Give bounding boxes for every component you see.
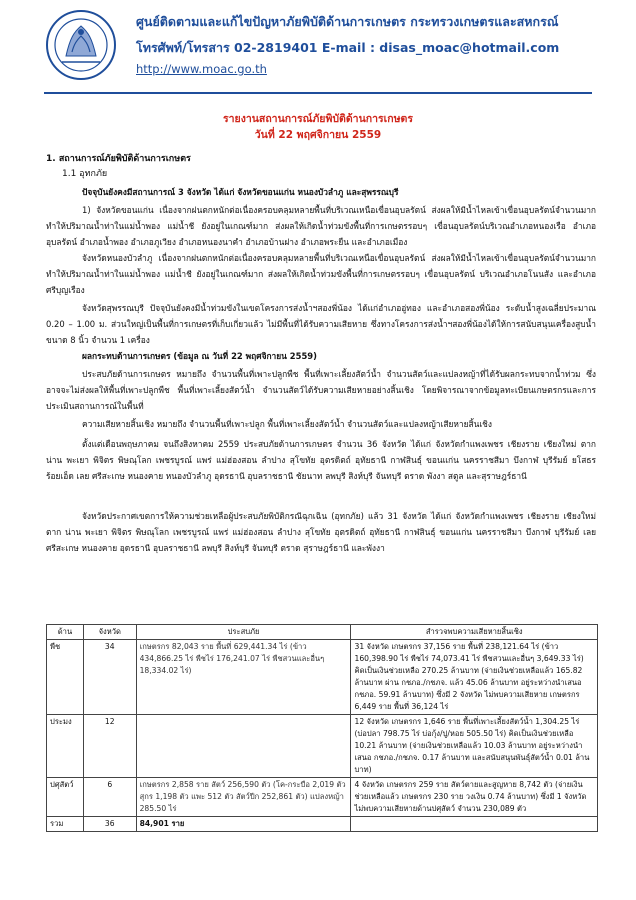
- cell-side: ประมง: [47, 715, 84, 778]
- cell-loss: 12 จังหวัด เกษตรกร 1,646 ราย พื้นที่เพาะเลี้ยงสัตว์น้ำ 1,304.25 ไร่ (บ่อปลา 798.75 ไร่ บ่อกุ้ง/ปู/หอย 505.50 ไร่) คิดเป็นเงินช่วยเหลือ 10.21 ล้านบาท (จ่ายเงินช่วยเหลือแล้ว 10.03 ล้านบาท อยู่ระหว่างนำเสนอ กชภอ./กชภจ. 0.17 ล้านบาท และสนับสนุนพันธุ์สัตว์น้ำ 0.01 ล้านบาท): [351, 715, 598, 778]
- suphanburi-paragraph: จังหวัดสุพรรณบุรี ปัจจุบันยังคงมีน้ำท่วมขังในเขตโครงการส่งน้ำฯสองพี่น้อง ได้แก่อำเภออู่ทอง และอำเภอสองพี่น้อง ระดับน้ำสูงเฉลี่ยประมาณ 0.20 – 1.00 ม. ส่วนใหญ่เป็นพื้นที่การเกษตรที่เก็บเกี่ยวแล้ว ไม่มีพื้นที่ได้รับความเสียหาย ซึ่งทางโครงการส่งน้ำฯสองพี่น้องได้ให้การสนับสนุนเครื่องสูบน้ำขนาด 8 นิ้ว จำนวน 1 เครื่อง: [46, 303, 596, 345]
- report-date: วันที่ 22 พฤศจิกายน 2559: [254, 129, 382, 141]
- contact-line: โทรศัพท์/โทรสาร 02-2819401 E-mail : disas_moac@hotmail.com: [136, 40, 560, 55]
- cell-provinces: 34: [83, 640, 136, 715]
- affected-definition: ประสบภัยด้านการเกษตร หมายถึง จำนวนพื้นที่เพาะปลูกพืช พื้นที่เพาะเลี้ยงสัตว์น้ำ จำนวนสัตว์และแปลงหญ้าที่ได้รับผลกระทบจากน้ำท่วม ซึ่งอาจจะไม่ส่งผลให้พื้นที่เพาะปลูกพืช พื้นที่เพาะเลี้ยงสัตว์น้ำ จำนวนสัตว์ได้รับความเสียหายอย่างสิ้นเชิง โดยพิจารณาจากข้อมูลทะเบียนเกษตรกรและการประเมินสถานการณ์ในพื้นที่: [46, 369, 596, 411]
- org-name: ศูนย์ติดตามและแก้ไขปัญหาภัยพิบัติด้านการเกษตร กระทรวงเกษตรและสหกรณ์: [136, 14, 559, 29]
- cell-provinces: 6: [83, 778, 136, 817]
- table-row: [47, 715, 598, 778]
- col-header-affected: ประสบภัย: [136, 625, 351, 640]
- col-header-side: ด้าน: [47, 625, 84, 640]
- nongbualamphu-paragraph: จังหวัดหนองบัวลำภู เนื่องจากฝนตกหนักต่อเนื่องครอบคลุมหลายพื้นที่บริเวณเหนือเขื่อนอุบลรัตน์ ส่งผลให้มีน้ำไหลเข้าเขื่อนอุบลรัตน์จำนวนมาก ทำให้ปริมาณน้ำท่าในแม่น้ำพอง แม่น้ำชี ยังอยู่ในเกณฑ์มาก ส่งผลให้เกิดน้ำท่วมขังพื้นที่การเกษตรรอบๆ เขื่อนอุบลรัตน์ บริเวณอำเภอโนนสัง และอำเภอศรีบุญเรือง: [46, 253, 596, 295]
- affected-provinces-paragraph: ตั้งแต่เดือนพฤษภาคม จนถึงสิงหาคม 2559 ประสบภัยด้านการเกษตร จำนวน 36 จังหวัด ได้แก่ จังหวัดกำแพงเพชร เชียงราย เชียงใหม่ ตาก น่าน พะเยา พิจิตร พิษณุโลก เพชรบูรณ์ แพร่ แม่ฮ่องสอน ลำปาง สุโขทัย อุตรดิตถ์ อุทัยธานี กาฬสินธุ์ ขอนแก่น นครราชสีมา บึงกาฬ บุรีรัมย์ ยโสธร ร้อยเอ็ด เลย ศรีสะเกษ หนองคาย หนองบัวลำภู อุดรธานี อุบลราชธานี ชัยนาท ลพบุรี สิงห์บุรี จันทบุรี ตราด พังงา สตูล และสุราษฎร์ธานี: [46, 439, 596, 481]
- current-status-paragraph: ปัจจุบันยังคงมีสถานการณ์ 3 จังหวัด ได้แก่ จังหวัดขอนแก่น หนองบัวลำภู และสุพรรณบุรี: [82, 187, 399, 197]
- cell-side: พืช: [47, 640, 84, 715]
- loss-definition: ความเสียหายสิ้นเชิง หมายถึง จำนวนพื้นที่เพาะปลูก พื้นที่เพาะเลี้ยงสัตว์น้ำ จำนวนสัตว์และแปลงหญ้าเสียหายสิ้นเชิง: [82, 419, 492, 429]
- table-header-row: [47, 625, 598, 640]
- cell-affected: [136, 715, 351, 778]
- cell-affected: เกษตรกร 82,043 ราย พื้นที่ 629,441.34 ไร่ (ข้าว 434,866.25 ไร่ พืชไร่ 176,241.07 ไร่ พืชสวนและอื่นๆ 18,334.02 ไร่): [136, 640, 351, 715]
- cell-affected: เกษตรกร 2,858 ราย สัตว์ 256,590 ตัว (โค-กระบือ 2,019 ตัว สุกร 1,198 ตัว แพะ 512 ตัว สัตว์ปีก 252,861 ตัว) แปลงหญ้า 285.50 ไร่: [136, 778, 351, 817]
- section-heading-1-1: 1.1 อุทกภัย: [62, 169, 108, 179]
- letterhead: [44, 8, 624, 98]
- cell-provinces: 12: [83, 715, 136, 778]
- cell-loss: [351, 817, 598, 832]
- table-row: [47, 778, 598, 817]
- cell-loss: 4 จังหวัด เกษตรกร 259 ราย สัตว์ตายและสูญหาย 8,742 ตัว (จ่ายเงินช่วยเหลือแล้ว เกษตรกร 230 ราย วงเงิน 0.74 ล้านบาท) ซึ่งมี 1 จังหวัด ไม่พบความเสียหายด้านปศุสัตว์ จำนวน 230,089 ตัว: [351, 778, 598, 817]
- section-heading-1: 1. สถานการณ์ภัยพิบัติด้านการเกษตร: [46, 154, 191, 164]
- header-divider: [44, 92, 592, 94]
- col-header-loss: สำรวจพบความเสียหายสิ้นเชิง: [351, 625, 598, 640]
- table-total-row: [47, 817, 598, 832]
- cell-loss: 31 จังหวัด เกษตรกร 37,156 ราย พื้นที่ 238,121.64 ไร่ (ข้าว 160,398.90 ไร่ พืชไร่ 74,073.41 ไร่ พืชสวนและอื่นๆ 3,649.33 ไร่) คิดเป็นเงินช่วยเหลือ 270.25 ล้านบาท (จ่ายเงินช่วยเหลือแล้ว 165.82 ล้านบาท ผ่าน กชภอ./กชภจ. แล้ว 45.06 ล้านบาท อยู่ระหว่างนำเสนอ กชภอ. 59.91 ล้านบาท) ซึ่งมี 2 จังหวัด ไม่พบความเสียหาย เกษตรกร 6,449 ราย พื้นที่ 36,124 ไร่: [351, 640, 598, 715]
- website-link[interactable]: http://www.moac.go.th: [136, 62, 267, 76]
- impact-table: [46, 624, 598, 832]
- cell-provinces: 36: [83, 817, 136, 832]
- impact-heading: ผลกระทบด้านการเกษตร (ข้อมูล ณ วันที่ 22 พฤศจิกายน 2559): [82, 351, 317, 361]
- cell-side: ปศุสัตว์: [47, 778, 84, 817]
- table-row: [47, 640, 598, 715]
- declared-provinces-paragraph: จังหวัดประกาศเขตการให้ความช่วยเหลือผู้ประสบภัยพิบัติกรณีฉุกเฉิน (อุทกภัย) แล้ว 31 จังหวัด ได้แก่ จังหวัดกำแพงเพชร เชียงราย เชียงใหม่ ตาก น่าน พะเยา พิจิตร พิษณุโลก เพชรบูรณ์ แพร่ แม่ฮ่องสอน ลำปาง สุโขทัย อุตรดิตถ์ อุทัยธานี กาฬสินธุ์ ขอนแก่น นครราชสีมา บึงกาฬ บุรีรัมย์ เลย ศรีสะเกษ หนองคาย อุดรธานี อุบลราชธานี ลพบุรี สิงห์บุรี จันทบุรี ตราด สุราษฎร์ธานี และพังงา: [46, 511, 596, 553]
- cell-side: รวม: [47, 817, 84, 832]
- ministry-seal-logo: [44, 8, 118, 82]
- cell-affected: 84,901 ราย: [136, 817, 351, 832]
- col-header-provinces: จังหวัด: [83, 625, 136, 640]
- report-title: รายงานสถานการณ์ภัยพิบัติด้านการเกษตร: [223, 113, 413, 125]
- khonkaen-paragraph: 1) จังหวัดขอนแก่น เนื่องจากฝนตกหนักต่อเนื่องครอบคลุมหลายพื้นที่บริเวณเหนือเขื่อนอุบลรัตน์ ส่งผลให้มีน้ำไหลเข้าเขื่อนอุบลรัตน์จำนวนมาก ทำให้ปริมาณน้ำท่าในแม่น้ำพอง แม่น้ำชี ยังอยู่ในเกณฑ์มาก ส่งผลให้เกิดน้ำท่วมขังพื้นที่การเกษตรรอบๆ เขื่อนอุบลรัตน์บริเวณอำเภอหนองเรือ อำเภออุบลรัตน์ อำเภอน้ำพอง อำเภอภูเวียง อำเภอหนองนาคำ อำเภอบ้านฝาง อำเภอพระยืน และอำเภอเมือง: [46, 205, 596, 247]
